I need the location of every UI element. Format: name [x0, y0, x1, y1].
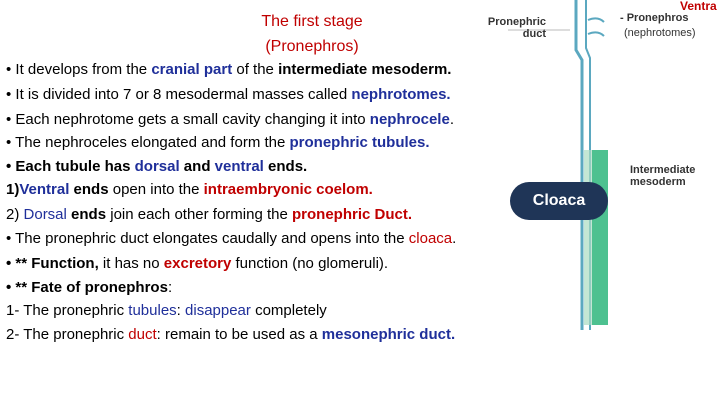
bullet-line-4: • The nephroceles elongated and form the pronephric tubules. [6, 134, 430, 151]
bullet-line-2: • It is divided into 7 or 8 mesodermal masses called nephrotomes. [6, 86, 451, 103]
numbered-line-3: 1- The pronephric tubules: disappear completely [6, 302, 327, 319]
bullet-line-5: • Each tubule has dorsal and ventral ends. [6, 158, 308, 175]
nephrotomes-label: (nephrotomes) [624, 27, 696, 39]
bullet-line-8: • ** Fate of pronephros: [6, 279, 173, 296]
bullet-line-7: • ** Function, it has no excretory function (no glomeruli). [6, 255, 389, 272]
bullet-line-3: • Each nephrotome gets a small cavity changing it into nephrocele. [6, 111, 454, 128]
numbered-line-4: 2- The pronephric duct: remain to be used as a mesonephric duct. [6, 326, 456, 343]
tubule-shape [588, 18, 604, 22]
slide-subtitle: (Pronephros) [265, 38, 359, 55]
numbered-line-1: 1)Ventral ends open into the intraembryonic coelom. [6, 181, 373, 198]
intermediate-mesoderm-label: Intermediate mesoderm [630, 164, 696, 188]
numbered-line-2: 2) Dorsal ends join each other forming the pronephric Duct. [6, 206, 413, 223]
bullet-line-6: • The pronephric duct elongates caudally and opens into the cloaca. [6, 230, 457, 247]
cloaca-badge: Cloaca [510, 182, 608, 220]
bullet-line-1: • It develops from the cranial part of the intermediate mesoderm. [6, 61, 452, 78]
pronephric-duct-label: Pronephric duct [487, 16, 546, 40]
pronephros-label: - Pronephros [620, 12, 689, 24]
slide-title: The first stage [261, 13, 363, 30]
ventral-label: Ventra [680, 0, 717, 13]
intermediate-mesoderm-block [592, 150, 608, 325]
pronephric-duct-line [576, 0, 582, 330]
intermediate-mesoderm-shade [584, 150, 592, 325]
tubule-shape [588, 32, 604, 36]
